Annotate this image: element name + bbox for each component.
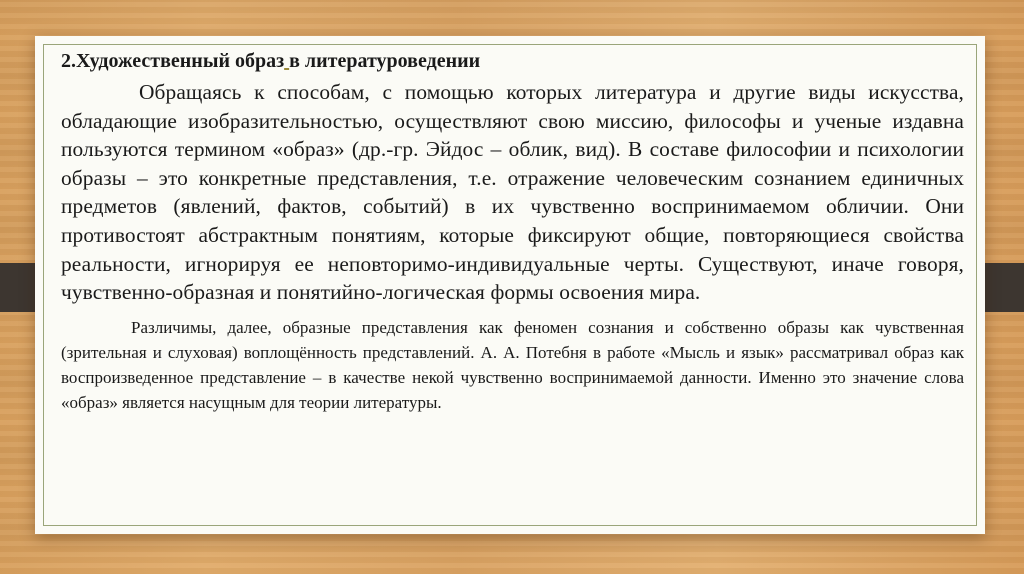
heading-rest: в литературоведении (289, 50, 481, 72)
paragraph-2: Различимы, далее, образные представления как феномен сознания и собственно образы как чувственная (зрительная и слуховая) воплощённость представлений. А. А. Потебня в работе «Мысль и язык» рассматривал образ как воспроизведенное представление – в качестве некой чувственно воспринимаемой данности. Именно это значение слова «образ» является насущным для теории литературы. (61, 317, 964, 412)
heading-main: 2.Художественный образ (61, 50, 285, 72)
paragraph-1: Обращаясь к способам, с помощью которых литература и другие виды искусства, обладающие изобразительностью, осуществляют свою миссию, философы и ученые издавна пользуются термином «образ» (др.-гр. Эйдос – облик, вид). В составе философии и психологии образы – это конкретные представления, т.е. отражение человеческим сознанием единичных предметов (явлений, фактов, событий) в их чувственно воспринимаемом обличии. Они противостоят абстрактным понятиям, которые фиксируют общие, повторяющиеся свойства реальности, игнорируя ее неповторимо-индивидуальные черты. Существуют, иначе говоря, чувственно-образная и понятийно-логическая формы освоения мира. (61, 80, 964, 305)
slide-content (61, 48, 964, 415)
slide-page (35, 36, 985, 534)
slide-heading (61, 48, 964, 74)
